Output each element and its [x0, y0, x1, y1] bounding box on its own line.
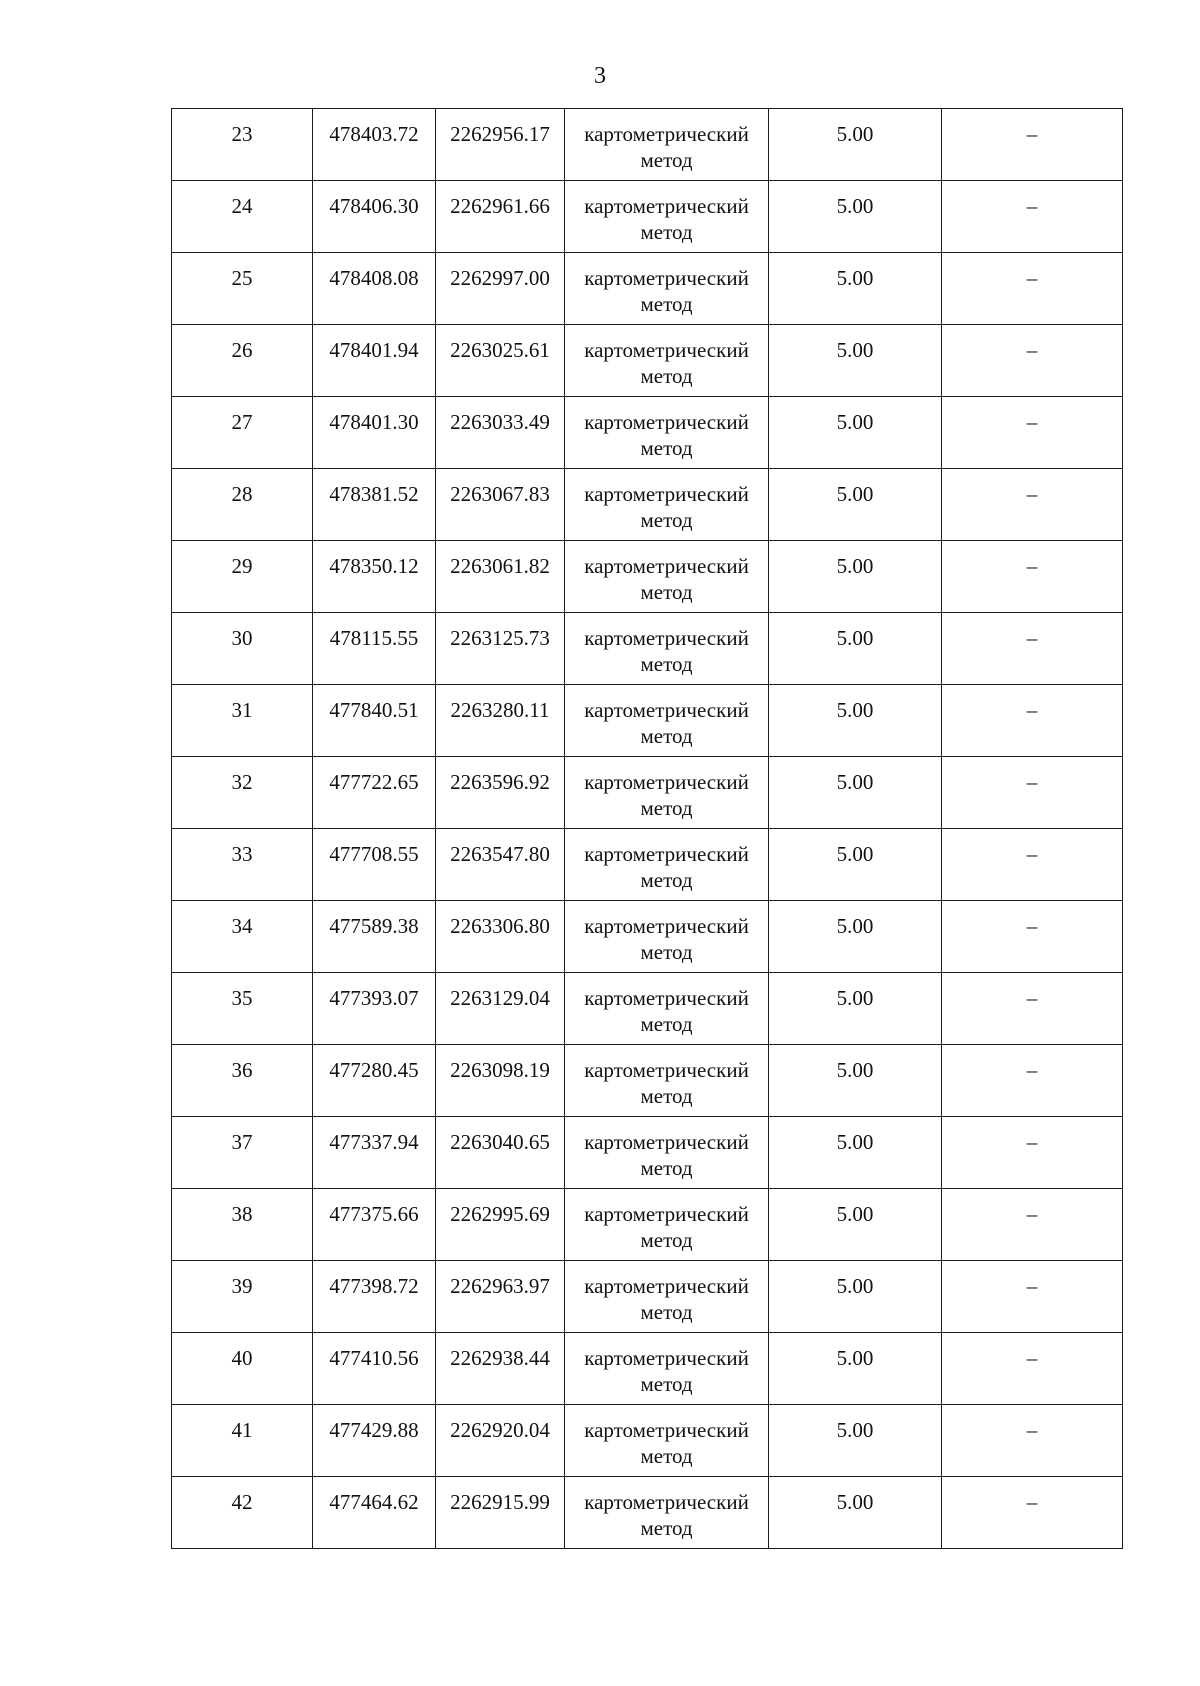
method-cell [565, 469, 769, 541]
point-number-cell: 24 [172, 181, 313, 253]
method-line-2: метод [640, 1228, 693, 1252]
coordinates-table [171, 108, 1123, 1549]
method-cell [565, 829, 769, 901]
y-coordinate-cell: 2262915.99 [436, 1477, 565, 1549]
method-line-2: метод [640, 1012, 693, 1036]
table-row [172, 973, 1123, 1045]
point-number-cell: 36 [172, 1045, 313, 1117]
method-cell [565, 1261, 769, 1333]
note-cell: – [942, 685, 1123, 757]
method-line-2: метод [640, 364, 693, 388]
note-cell: – [942, 1405, 1123, 1477]
accuracy-cell: 5.00 [769, 541, 942, 613]
method-line-1: картометрический [584, 1274, 749, 1298]
accuracy-cell: 5.00 [769, 1405, 942, 1477]
point-number-cell: 30 [172, 613, 313, 685]
method-line-1: картометрический [584, 482, 749, 506]
table-row [172, 181, 1123, 253]
method-cell [565, 613, 769, 685]
method-line-1: картометрический [584, 338, 749, 362]
note-cell: – [942, 1333, 1123, 1405]
table-row [172, 1261, 1123, 1333]
table-row [172, 1477, 1123, 1549]
x-coordinate-cell: 478408.08 [313, 253, 436, 325]
point-number-cell: 41 [172, 1405, 313, 1477]
point-number-cell: 29 [172, 541, 313, 613]
x-coordinate-cell: 477375.66 [313, 1189, 436, 1261]
y-coordinate-cell: 2263306.80 [436, 901, 565, 973]
accuracy-cell: 5.00 [769, 325, 942, 397]
accuracy-cell: 5.00 [769, 1261, 942, 1333]
note-cell: – [942, 757, 1123, 829]
y-coordinate-cell: 2263129.04 [436, 973, 565, 1045]
method-line-2: метод [640, 436, 693, 460]
table-row [172, 1189, 1123, 1261]
note-cell: – [942, 1477, 1123, 1549]
method-line-1: картометрический [584, 1058, 749, 1082]
table-row [172, 685, 1123, 757]
x-coordinate-cell: 478350.12 [313, 541, 436, 613]
method-line-2: метод [640, 1084, 693, 1108]
y-coordinate-cell: 2262995.69 [436, 1189, 565, 1261]
accuracy-cell: 5.00 [769, 1333, 942, 1405]
y-coordinate-cell: 2262920.04 [436, 1405, 565, 1477]
x-coordinate-cell: 478115.55 [313, 613, 436, 685]
note-cell: – [942, 181, 1123, 253]
x-coordinate-cell: 478381.52 [313, 469, 436, 541]
note-cell: – [942, 901, 1123, 973]
method-line-1: картометрический [584, 698, 749, 722]
point-number-cell: 40 [172, 1333, 313, 1405]
method-cell [565, 541, 769, 613]
method-cell [565, 1477, 769, 1549]
coordinates-table-body [172, 109, 1123, 1549]
x-coordinate-cell: 477840.51 [313, 685, 436, 757]
table-row [172, 541, 1123, 613]
y-coordinate-cell: 2263025.61 [436, 325, 565, 397]
accuracy-cell: 5.00 [769, 253, 942, 325]
method-cell [565, 1117, 769, 1189]
method-line-1: картометрический [584, 626, 749, 650]
x-coordinate-cell: 477410.56 [313, 1333, 436, 1405]
note-cell: – [942, 109, 1123, 181]
method-line-2: метод [640, 652, 693, 676]
accuracy-cell: 5.00 [769, 1117, 942, 1189]
y-coordinate-cell: 2263040.65 [436, 1117, 565, 1189]
table-row [172, 757, 1123, 829]
method-line-1: картометрический [584, 1130, 749, 1154]
method-line-2: метод [640, 1444, 693, 1468]
table-row [172, 109, 1123, 181]
note-cell: – [942, 1045, 1123, 1117]
accuracy-cell: 5.00 [769, 1045, 942, 1117]
method-line-1: картометрический [584, 554, 749, 578]
y-coordinate-cell: 2262961.66 [436, 181, 565, 253]
method-line-1: картометрический [584, 1346, 749, 1370]
method-line-2: метод [640, 1300, 693, 1324]
note-cell: – [942, 253, 1123, 325]
x-coordinate-cell: 477589.38 [313, 901, 436, 973]
x-coordinate-cell: 477708.55 [313, 829, 436, 901]
method-cell [565, 1333, 769, 1405]
note-cell: – [942, 1189, 1123, 1261]
accuracy-cell: 5.00 [769, 685, 942, 757]
method-cell [565, 1189, 769, 1261]
method-cell [565, 325, 769, 397]
y-coordinate-cell: 2262956.17 [436, 109, 565, 181]
method-line-1: картометрический [584, 914, 749, 938]
page-number: 3 [594, 63, 606, 89]
note-cell: – [942, 1117, 1123, 1189]
point-number-cell: 37 [172, 1117, 313, 1189]
x-coordinate-cell: 477280.45 [313, 1045, 436, 1117]
point-number-cell: 27 [172, 397, 313, 469]
table-row [172, 469, 1123, 541]
point-number-cell: 34 [172, 901, 313, 973]
method-line-2: метод [640, 1156, 693, 1180]
accuracy-cell: 5.00 [769, 973, 942, 1045]
point-number-cell: 33 [172, 829, 313, 901]
method-line-1: картометрический [584, 1202, 749, 1226]
method-line-1: картометрический [584, 266, 749, 290]
note-cell: – [942, 469, 1123, 541]
y-coordinate-cell: 2263067.83 [436, 469, 565, 541]
point-number-cell: 25 [172, 253, 313, 325]
method-cell [565, 1045, 769, 1117]
point-number-cell: 35 [172, 973, 313, 1045]
y-coordinate-cell: 2263596.92 [436, 757, 565, 829]
method-line-2: метод [640, 580, 693, 604]
method-cell [565, 1405, 769, 1477]
note-cell: – [942, 1261, 1123, 1333]
accuracy-cell: 5.00 [769, 829, 942, 901]
method-line-1: картометрический [584, 194, 749, 218]
point-number-cell: 26 [172, 325, 313, 397]
accuracy-cell: 5.00 [769, 469, 942, 541]
method-cell [565, 397, 769, 469]
x-coordinate-cell: 477393.07 [313, 973, 436, 1045]
y-coordinate-cell: 2263033.49 [436, 397, 565, 469]
method-line-2: метод [640, 724, 693, 748]
table-row [172, 829, 1123, 901]
method-line-2: метод [640, 508, 693, 532]
table-row [172, 325, 1123, 397]
point-number-cell: 32 [172, 757, 313, 829]
method-cell [565, 109, 769, 181]
table-row [172, 613, 1123, 685]
table-row [172, 1333, 1123, 1405]
method-line-1: картометрический [584, 1490, 749, 1514]
x-coordinate-cell: 478401.94 [313, 325, 436, 397]
method-line-2: метод [640, 1516, 693, 1540]
accuracy-cell: 5.00 [769, 1189, 942, 1261]
note-cell: – [942, 325, 1123, 397]
point-number-cell: 31 [172, 685, 313, 757]
y-coordinate-cell: 2262963.97 [436, 1261, 565, 1333]
method-line-1: картометрический [584, 986, 749, 1010]
note-cell: – [942, 541, 1123, 613]
accuracy-cell: 5.00 [769, 181, 942, 253]
method-line-2: метод [640, 148, 693, 172]
y-coordinate-cell: 2263280.11 [436, 685, 565, 757]
accuracy-cell: 5.00 [769, 757, 942, 829]
note-cell: – [942, 829, 1123, 901]
table-row [172, 901, 1123, 973]
note-cell: – [942, 397, 1123, 469]
note-cell: – [942, 613, 1123, 685]
x-coordinate-cell: 478406.30 [313, 181, 436, 253]
accuracy-cell: 5.00 [769, 901, 942, 973]
x-coordinate-cell: 477337.94 [313, 1117, 436, 1189]
x-coordinate-cell: 478401.30 [313, 397, 436, 469]
method-cell [565, 253, 769, 325]
method-line-2: метод [640, 292, 693, 316]
point-number-cell: 28 [172, 469, 313, 541]
table-row [172, 397, 1123, 469]
x-coordinate-cell: 477722.65 [313, 757, 436, 829]
method-line-1: картометрический [584, 122, 749, 146]
accuracy-cell: 5.00 [769, 1477, 942, 1549]
point-number-cell: 39 [172, 1261, 313, 1333]
note-cell: – [942, 973, 1123, 1045]
method-line-1: картометрический [584, 410, 749, 434]
method-line-2: метод [640, 220, 693, 244]
y-coordinate-cell: 2263547.80 [436, 829, 565, 901]
y-coordinate-cell: 2262938.44 [436, 1333, 565, 1405]
method-line-2: метод [640, 796, 693, 820]
y-coordinate-cell: 2263098.19 [436, 1045, 565, 1117]
method-line-1: картометрический [584, 1418, 749, 1442]
table-row [172, 1045, 1123, 1117]
accuracy-cell: 5.00 [769, 397, 942, 469]
table-row [172, 1405, 1123, 1477]
accuracy-cell: 5.00 [769, 613, 942, 685]
x-coordinate-cell: 478403.72 [313, 109, 436, 181]
x-coordinate-cell: 477464.62 [313, 1477, 436, 1549]
method-cell [565, 901, 769, 973]
point-number-cell: 23 [172, 109, 313, 181]
y-coordinate-cell: 2263125.73 [436, 613, 565, 685]
method-cell [565, 181, 769, 253]
table-row [172, 253, 1123, 325]
x-coordinate-cell: 477429.88 [313, 1405, 436, 1477]
method-cell [565, 973, 769, 1045]
y-coordinate-cell: 2263061.82 [436, 541, 565, 613]
method-cell [565, 757, 769, 829]
accuracy-cell: 5.00 [769, 109, 942, 181]
y-coordinate-cell: 2262997.00 [436, 253, 565, 325]
method-line-2: метод [640, 1372, 693, 1396]
method-line-1: картометрический [584, 770, 749, 794]
method-line-2: метод [640, 868, 693, 892]
x-coordinate-cell: 477398.72 [313, 1261, 436, 1333]
point-number-cell: 42 [172, 1477, 313, 1549]
method-line-2: метод [640, 940, 693, 964]
point-number-cell: 38 [172, 1189, 313, 1261]
method-line-1: картометрический [584, 842, 749, 866]
method-cell [565, 685, 769, 757]
table-row [172, 1117, 1123, 1189]
